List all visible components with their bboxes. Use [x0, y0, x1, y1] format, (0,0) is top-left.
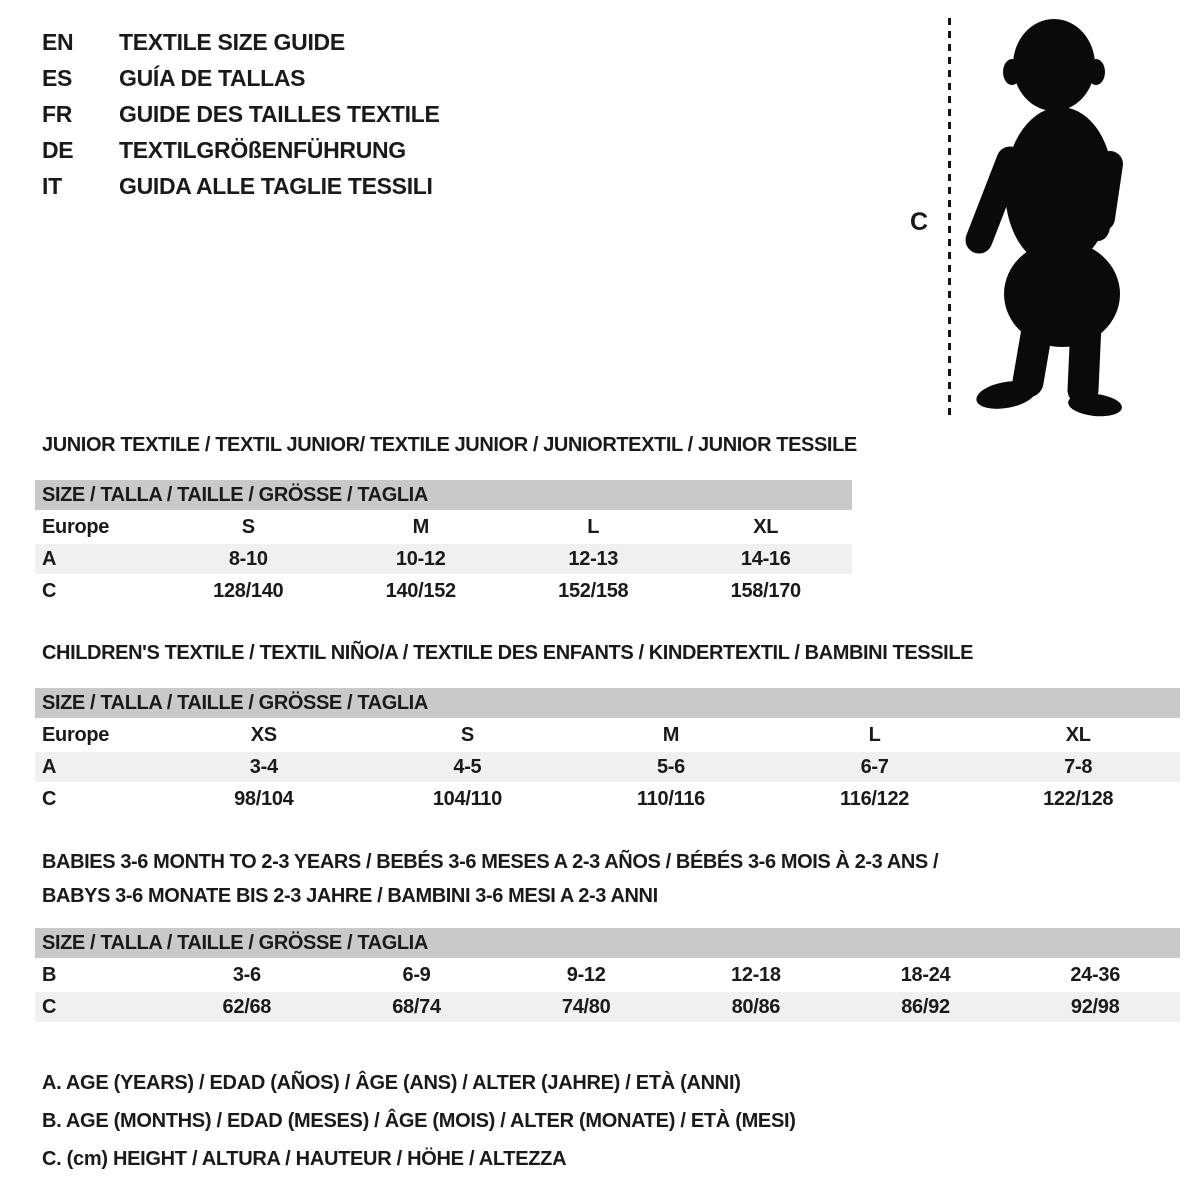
table-cell: 24-36	[1070, 964, 1121, 986]
table-cell: M	[412, 516, 429, 538]
section-babies-textile	[35, 845, 1180, 1022]
table-cell: XL	[1065, 724, 1091, 746]
table-cell: 12-13	[568, 548, 619, 570]
language-code: FR	[42, 101, 73, 127]
table-cell: 8-10	[228, 548, 268, 570]
language-code: ES	[42, 65, 73, 91]
language-code: IT	[42, 173, 62, 199]
language-row-en	[42, 24, 440, 60]
table-cell: 98/104	[234, 788, 294, 810]
table-size-header-bar: SIZE / TALLA / TAILLE / GRÖSSE / TAGLIA	[35, 928, 1180, 958]
table-cell: 110/116	[636, 788, 705, 810]
section-children-textile	[35, 640, 1180, 814]
table-row-a	[35, 544, 852, 574]
language-row-de	[42, 132, 440, 168]
table-cell: XL	[753, 516, 779, 538]
table-cell: 74/80	[561, 996, 611, 1018]
table-size-header-bar: SIZE / TALLA / TAILLE / GRÖSSE / TAGLIA	[35, 480, 852, 510]
table-size-header-bar: SIZE / TALLA / TAILLE / GRÖSSE / TAGLIA	[35, 688, 1180, 718]
table-cell: 9-12	[566, 964, 606, 986]
baby-hand-right	[1086, 211, 1110, 241]
table-cell: 10-12	[395, 548, 446, 570]
table-cell: M	[662, 724, 680, 746]
language-title: GUÍA DE TALLAS	[119, 65, 306, 91]
table-cell: S	[241, 516, 255, 538]
row-label: A	[42, 756, 57, 778]
row-label: Europe	[42, 724, 110, 746]
language-title: TEXTILGRÖßENFÜHRUNG	[119, 137, 406, 163]
language-row-es	[42, 60, 440, 96]
section-heading-line2: BABYS 3-6 MONATE BIS 2-3 JAHRE / BAMBINI 3-6 MESI A 2-3 ANNI	[42, 885, 658, 907]
table-cell: 3-4	[249, 756, 278, 778]
table-cell: 3-6	[232, 964, 261, 986]
row-label: B	[42, 964, 57, 986]
table-cell: 152/158	[558, 580, 629, 602]
language-title: TEXTILE SIZE GUIDE	[119, 29, 345, 55]
table-row-c	[35, 992, 1180, 1022]
language-title: GUIDE DES TAILLES TEXTILE	[119, 101, 440, 127]
table-cell: 6-7	[860, 756, 889, 778]
section-heading: BABIES 3-6 MONTH TO 2-3 YEARS / BEBÉS 3-6 MESES A 2-3 AÑOS / BÉBÉS 3-6 MOIS À 2-3 ANS /	[42, 851, 939, 873]
table-cell: 5-6	[656, 756, 685, 778]
row-label: Europe	[42, 516, 110, 538]
language-row-fr	[42, 96, 440, 132]
table-cell: L	[868, 724, 881, 746]
table-cell: 140/152	[385, 580, 456, 602]
table-row-c	[35, 784, 1180, 814]
row-label: C	[42, 996, 57, 1018]
language-row-it	[42, 168, 440, 204]
section-junior-textile	[35, 432, 857, 606]
language-list	[42, 24, 440, 204]
table-cell: 122/128	[1043, 788, 1114, 810]
measure-legend	[42, 1064, 796, 1178]
table-cell: 92/98	[1070, 996, 1120, 1018]
table-cell: L	[587, 516, 600, 538]
baby-arm-left	[979, 160, 1010, 240]
language-code: EN	[42, 29, 74, 55]
table-row-b	[35, 960, 1180, 990]
table-cell: 14-16	[740, 548, 791, 570]
section-heading: CHILDREN'S TEXTILE / TEXTIL NIÑO/A / TEXTILE DES ENFANTS / KINDERTEXTIL / BAMBINI TESSILE	[42, 642, 974, 664]
language-code: DE	[42, 137, 74, 163]
height-measure-label: C	[910, 208, 929, 236]
table-cell: 7-8	[1064, 756, 1093, 778]
children-size-table	[35, 688, 1180, 814]
table-cell: 6-9	[402, 964, 431, 986]
table-row-europe	[35, 720, 1180, 750]
table-cell: 158/170	[730, 580, 801, 602]
row-label: C	[42, 788, 57, 810]
language-title: GUIDA ALLE TAGLIE TESSILI	[119, 173, 433, 199]
table-row-a	[35, 752, 1180, 782]
table-cell: 86/92	[901, 996, 950, 1018]
baby-head	[1013, 19, 1095, 111]
table-cell: 80/86	[731, 996, 781, 1018]
babies-size-table	[35, 928, 1180, 1022]
table-cell: 128/140	[213, 580, 284, 602]
baby-leg-left	[1028, 324, 1038, 382]
table-cell: 18-24	[900, 964, 951, 986]
table-cell: 12-18	[731, 964, 781, 986]
table-cell: 4-5	[453, 756, 482, 778]
baby-leg-right	[1083, 324, 1086, 390]
table-cell: 104/110	[432, 788, 502, 810]
height-measure-dashed-line	[948, 18, 951, 416]
legend-line-a: A. AGE (YEARS) / EDAD (AÑOS) / ÂGE (ANS) / ALTER (JAHRE) / ETÀ (ANNI)	[42, 1072, 741, 1094]
table-cell: S	[460, 724, 474, 746]
table-cell: 68/74	[392, 996, 441, 1018]
table-row-europe	[35, 512, 852, 542]
table-cell: XS	[250, 724, 277, 746]
baby-arm-right	[1102, 164, 1110, 218]
baby-silhouette-icon	[962, 12, 1137, 417]
legend-line-b: B. AGE (MONTHS) / EDAD (MESES) / ÂGE (MOIS) / ALTER (MONATE) / ETÀ (MESI)	[42, 1110, 796, 1132]
section-heading: JUNIOR TEXTILE / TEXTIL JUNIOR/ TEXTILE JUNIOR / JUNIORTEXTIL / JUNIOR TESSILE	[42, 434, 857, 456]
row-label: C	[42, 580, 57, 602]
row-label: A	[42, 548, 57, 570]
table-row-c	[35, 576, 852, 606]
legend-line-c: C. (cm) HEIGHT / ALTURA / HAUTEUR / HÖHE / ALTEZZA	[42, 1148, 567, 1170]
table-cell: 62/68	[222, 996, 272, 1018]
junior-size-table	[35, 480, 852, 606]
table-cell: 116/122	[840, 788, 910, 810]
